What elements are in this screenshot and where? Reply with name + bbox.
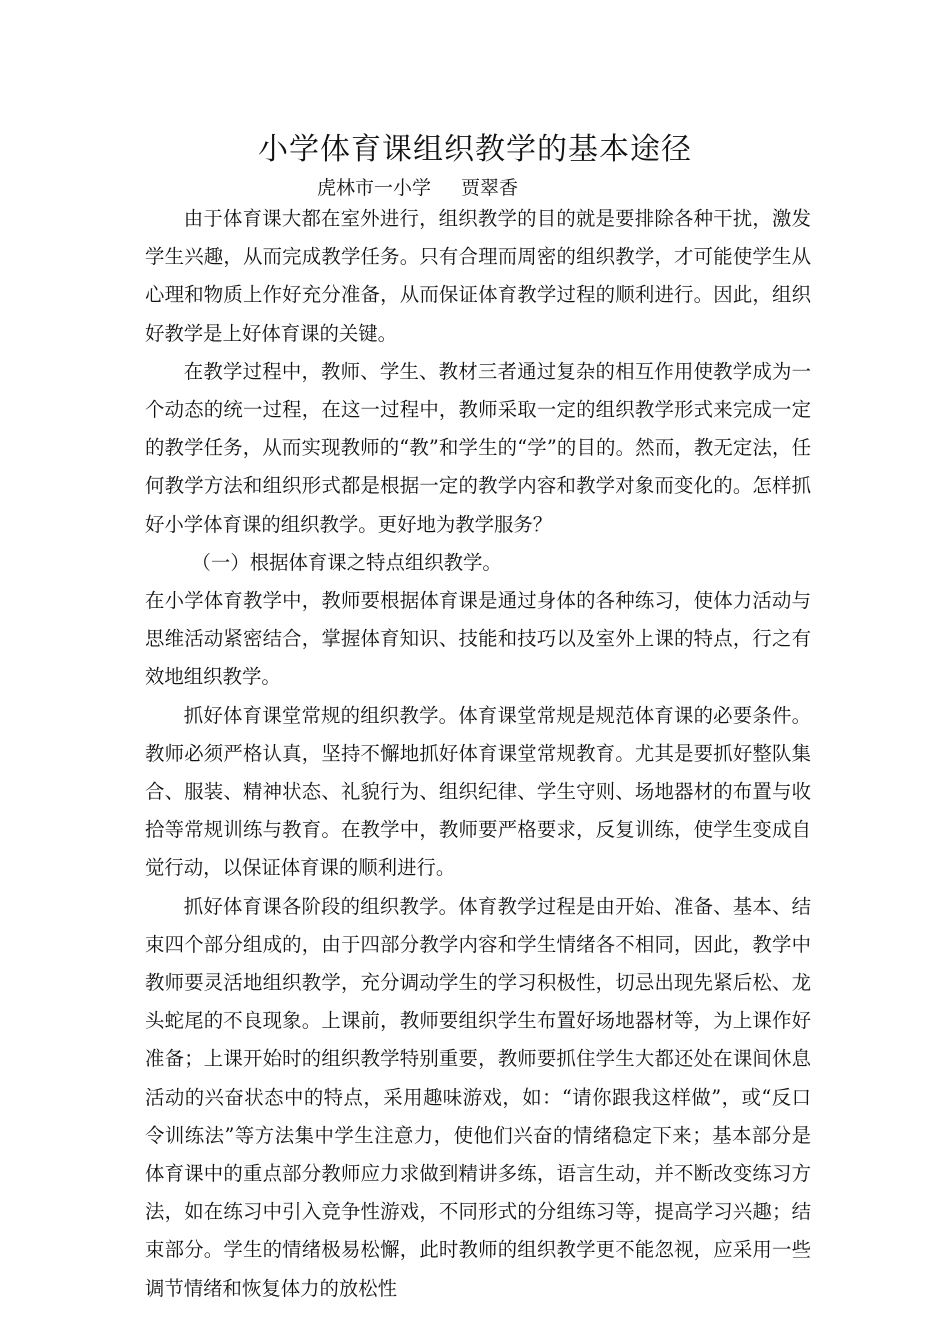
paragraph-classroom-routine: 抓好体育课堂常规的组织教学。体育课堂常规是规范体育课的必要条件。教师必须严格认真，坚持不懈地抓好体育课堂常规教育。尤其是要抓好整队集合、服装、精神状态、礼貌行为、组织纪律、学生守则、场地器材的布置与收拾等常规训练与教育。在教学中，教师要严格要求，反复训练，使学生变成自觉行动，以保证体育课的顺利进行。	[145, 703, 811, 880]
section-heading-1: （一）根据体育课之特点组织教学。	[191, 550, 502, 574]
paragraph-lesson-stages: 抓好体育课各阶段的组织教学。体育教学过程是由开始、准备、基本、结束四个部分组成的，由于四部分教学内容和学生情绪各不相同，因此，教学中教师要灵活地组织教学，充分调动学生的学习积极性，切忌出现先紧后松、龙头蛇尾的不良现象。上课前，教师要组织学生布置好场地器材等，为上课作好准备；上课开始时的组织教学特别重要，教师要抓住学生大都还处在课间休息活动的兴奋状态中的特点，采用趣味游戏，如：“请你跟我这样做”，或“反口令训练法”等方法集中学生注意力，使他们兴奋的情绪稳定下来；基本部分是体育课中的重点部分教师应力求做到精讲多练，语言生动，并不断改变练习方法，如在练习中引入竞争性游戏，不同形式的分组练习等，提高学习兴趣；结束部分。学生的情绪极易松懈，此时教师的组织教学更不能忽视，应采用一些调节情绪和恢复体力的放松性	[145, 894, 811, 1300]
author-byline	[317, 176, 518, 200]
document-title: 小学体育课组织教学的基本途径	[258, 132, 692, 167]
document-body	[145, 200, 811, 1308]
paragraph-intro: 由于体育课大都在室外进行，组织教学的目的就是要排除各种干扰，激发学生兴趣，从而完成教学任务。只有合理而周密的组织教学，才可能使学生从心理和物质上作好充分准备，从而保证体育教学过程的顺利进行。因此，组织好教学是上好体育课的关键。	[145, 207, 811, 345]
author-organization: 虎林市一小学	[317, 177, 432, 199]
author-name: 贾翠香	[461, 177, 519, 199]
paragraph-section-1: 在小学体育教学中，教师要根据体育课是通过身体的各种练习，使体力活动与思维活动紧密结合，掌握体育知识、技能和技巧以及室外上课的特点，行之有效地组织教学。	[145, 589, 811, 689]
paragraph-process: 在教学过程中，教师、学生、教材三者通过复杂的相互作用使教学成为一个动态的统一过程，在这一过程中，教师采取一定的组织教学形式来完成一定的教学任务，从而实现教师的“教”和学生的“学”的目的。然而，教无定法，任何教学方法和组织形式都是根据一定的教学内容和教学对象而变化的。怎样抓好小学体育课的组织教学。更好地为教学服务？	[145, 359, 811, 536]
